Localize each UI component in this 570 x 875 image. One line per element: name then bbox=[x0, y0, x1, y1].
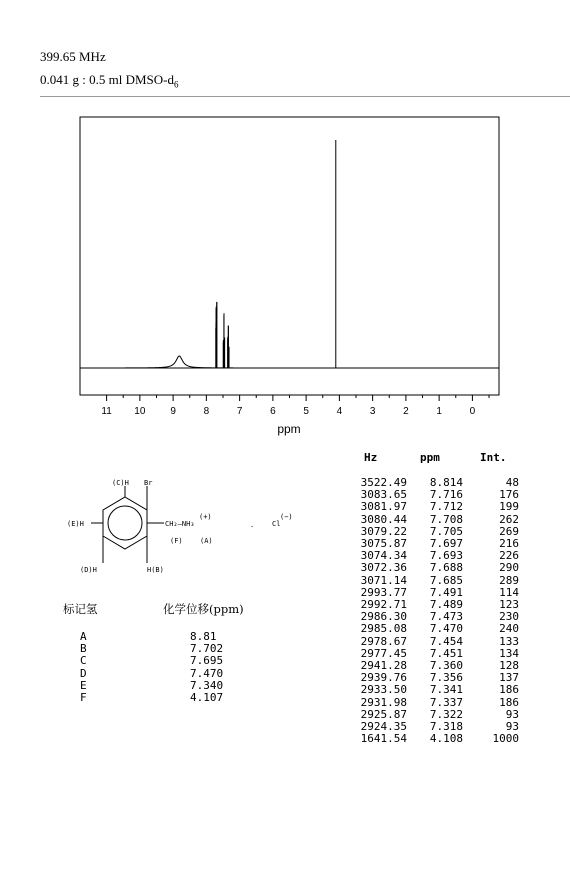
peak-int: 262 bbox=[499, 512, 519, 526]
peak-ppm: 7.341 bbox=[429, 683, 463, 697]
label-minus-charge: (−) bbox=[280, 513, 293, 521]
peak-hz: 2977.45 bbox=[360, 646, 407, 660]
label-d-h: (D)H bbox=[80, 566, 97, 574]
peak-table bbox=[338, 477, 519, 745]
peak-ppm: 7.356 bbox=[429, 671, 463, 685]
peak-hz: 2993.77 bbox=[360, 585, 407, 599]
x-tick-label: 7 bbox=[236, 406, 243, 417]
peak-hz: 3071.14 bbox=[360, 573, 407, 587]
x-axis-label: ppm bbox=[277, 422, 301, 436]
sample-description: 0.041 g : 0.5 ml DMSO-$d_6$ bbox=[40, 72, 179, 90]
peak-int: 128 bbox=[499, 659, 519, 673]
peak-ppm: 7.318 bbox=[429, 720, 463, 734]
x-tick-label: 10 bbox=[134, 406, 146, 417]
peak-hz: 2985.08 bbox=[360, 622, 407, 636]
peak-int: 199 bbox=[499, 500, 519, 514]
peak-ppm: 7.716 bbox=[429, 488, 463, 502]
peak-hz: 3081.97 bbox=[360, 500, 407, 514]
peak-hz: 2992.71 bbox=[360, 598, 407, 612]
label-e-h: (E)H bbox=[67, 520, 84, 528]
table-row bbox=[338, 562, 519, 574]
peak-table-header-ppm: ppm bbox=[420, 451, 440, 464]
x-tick-label: 3 bbox=[369, 406, 376, 417]
table-row bbox=[338, 636, 519, 648]
peak-ppm: 7.705 bbox=[429, 524, 463, 538]
peak-ppm: 7.685 bbox=[429, 573, 463, 587]
chemical-shift: 4.107 bbox=[190, 691, 224, 705]
peak-table-header-int: Int. bbox=[480, 451, 507, 464]
spectrum-trace bbox=[80, 356, 499, 368]
assignment-row bbox=[80, 668, 270, 680]
label-cl: Cl bbox=[272, 520, 281, 528]
hydrogen-label: E bbox=[80, 678, 87, 692]
peak-table-header-hz: Hz bbox=[364, 451, 378, 464]
chemical-shift: 7.695 bbox=[190, 654, 224, 668]
assignment-row bbox=[80, 643, 270, 655]
chemical-shift: 7.470 bbox=[190, 666, 224, 680]
chemical-structure bbox=[67, 479, 293, 574]
assignment-row bbox=[80, 655, 270, 667]
peak-ppm: 7.693 bbox=[429, 549, 463, 563]
hydrogen-label: D bbox=[80, 666, 87, 680]
peak-int: 137 bbox=[499, 671, 519, 685]
peak-ppm: 7.451 bbox=[429, 646, 463, 660]
peak-ppm: 8.814 bbox=[429, 476, 463, 489]
table-row bbox=[338, 684, 519, 696]
x-axis-tick-labels bbox=[101, 406, 475, 417]
peak-int: 93 bbox=[505, 720, 519, 734]
table-row bbox=[338, 623, 519, 635]
peak-int: 123 bbox=[499, 598, 519, 612]
table-row bbox=[338, 733, 519, 745]
peak-hz: 1641.54 bbox=[360, 732, 407, 746]
peak-int: 133 bbox=[499, 634, 519, 648]
peak-ppm: 7.454 bbox=[429, 634, 463, 648]
label-h-b: H(B) bbox=[147, 566, 164, 574]
x-axis-ticks bbox=[107, 395, 489, 401]
peak-hz: 2986.30 bbox=[360, 610, 407, 624]
peak-int: 230 bbox=[499, 610, 519, 624]
hydrogen-label: F bbox=[80, 691, 87, 705]
label-br: Br bbox=[144, 479, 153, 487]
peak-ppm: 7.491 bbox=[429, 585, 463, 599]
peak-int: 186 bbox=[499, 683, 519, 697]
peak-ppm: 7.712 bbox=[429, 500, 463, 514]
peak-int: 290 bbox=[499, 561, 519, 575]
benzene-ring bbox=[103, 497, 147, 549]
peak-ppm: 7.708 bbox=[429, 512, 463, 526]
plot-frame bbox=[80, 117, 499, 395]
aromatic-circle bbox=[108, 506, 142, 540]
peak-ppm: 7.470 bbox=[429, 622, 463, 636]
peak-hz: 3075.87 bbox=[360, 537, 407, 551]
spectrometer-frequency: 399.65 MHz bbox=[40, 49, 106, 64]
x-tick-label: 4 bbox=[336, 406, 343, 417]
peak-hz: 2939.76 bbox=[360, 671, 407, 685]
peak-int: 240 bbox=[499, 622, 519, 636]
assignment-header-label: 标记氢 bbox=[63, 602, 98, 616]
peak-int: 289 bbox=[499, 573, 519, 587]
x-tick-label: 1 bbox=[436, 406, 442, 417]
table-row bbox=[338, 514, 519, 526]
x-tick-label: 2 bbox=[403, 406, 409, 417]
peak-hz: 2978.67 bbox=[360, 634, 407, 648]
peak-ppm: 7.688 bbox=[429, 561, 463, 575]
hydrogen-label: C bbox=[80, 654, 87, 668]
x-tick-label: 9 bbox=[170, 406, 176, 417]
chemical-shift: 7.340 bbox=[190, 678, 224, 692]
chemical-shift: 7.702 bbox=[190, 642, 224, 656]
peak-int: 226 bbox=[499, 549, 519, 563]
peak-ppm: 7.360 bbox=[429, 659, 463, 673]
peak-ppm: 4.108 bbox=[429, 732, 463, 746]
peak-int: 48 bbox=[505, 476, 519, 489]
assignment-row bbox=[80, 692, 270, 704]
peak-hz: 3080.44 bbox=[360, 512, 407, 526]
assignment-header-shift: 化学位移(ppm) bbox=[163, 602, 244, 616]
x-tick-label: 11 bbox=[101, 406, 112, 417]
peak-hz: 3083.65 bbox=[360, 488, 407, 502]
peak-hz: 2933.50 bbox=[360, 683, 407, 697]
peak-ppm: 7.697 bbox=[429, 537, 463, 551]
table-row bbox=[338, 575, 519, 587]
assignment-row bbox=[80, 680, 270, 692]
peak-ppm: 7.489 bbox=[429, 598, 463, 612]
peak-hz: 2931.98 bbox=[360, 695, 407, 709]
x-tick-label: 5 bbox=[303, 406, 309, 417]
peak-lines bbox=[216, 140, 336, 368]
x-tick-label: 0 bbox=[469, 406, 476, 417]
label-a: (A) bbox=[200, 537, 213, 545]
peak-hz: 2924.35 bbox=[360, 720, 407, 734]
x-tick-label: 6 bbox=[270, 406, 276, 417]
assignment-row bbox=[80, 631, 270, 643]
peak-hz: 3074.34 bbox=[360, 549, 407, 563]
hydrogen-label: A bbox=[80, 630, 87, 643]
peak-int: 93 bbox=[505, 707, 519, 721]
label-c-h: (C)H bbox=[112, 479, 129, 487]
peak-int: 1000 bbox=[492, 732, 519, 746]
chemical-shift: 8.81 bbox=[190, 630, 217, 643]
hydrogen-label: B bbox=[80, 642, 87, 656]
peak-ppm: 7.322 bbox=[429, 707, 463, 721]
salt-dot: · bbox=[250, 523, 255, 531]
label-plus-charge: (+) bbox=[199, 513, 212, 521]
peak-ppm: 7.473 bbox=[429, 610, 463, 624]
assignment-table bbox=[80, 631, 270, 704]
peak-hz: 3072.36 bbox=[360, 561, 407, 575]
peak-int: 176 bbox=[499, 488, 519, 502]
x-tick-label: 8 bbox=[203, 406, 210, 417]
label-f: (F) bbox=[170, 537, 183, 545]
peak-ppm: 7.337 bbox=[429, 695, 463, 709]
table-row bbox=[338, 501, 519, 513]
label-ch2-nh3: CH₂—NH₃ bbox=[165, 520, 195, 528]
peak-int: 269 bbox=[499, 524, 519, 538]
peak-int: 114 bbox=[499, 585, 519, 599]
peak-int: 216 bbox=[499, 537, 519, 551]
peak-hz: 3522.49 bbox=[360, 476, 407, 489]
peak-int: 134 bbox=[499, 646, 519, 660]
peak-hz: 2941.28 bbox=[360, 659, 407, 673]
peak-hz: 3079.22 bbox=[360, 524, 407, 538]
peak-hz: 2925.87 bbox=[360, 707, 407, 721]
peak-int: 186 bbox=[499, 695, 519, 709]
